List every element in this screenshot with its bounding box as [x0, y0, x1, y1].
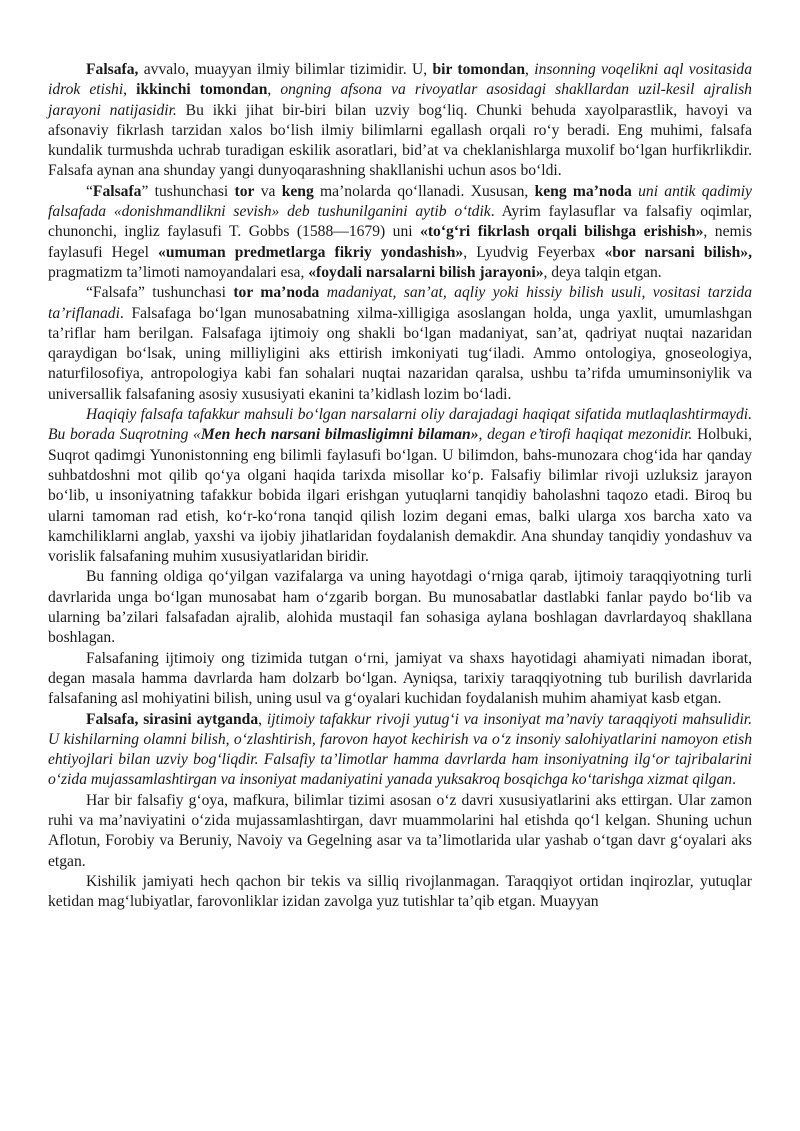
text-run: ,: [123, 81, 137, 99]
text-run: va: [254, 182, 282, 200]
emphasis-bold: Falsafa: [92, 182, 142, 200]
text-run: ,: [258, 710, 267, 728]
emphasis-bold: keng: [281, 182, 314, 200]
text-run: ,: [525, 61, 535, 78]
text-run: Bu ikki jihat bir-biri bilan uzviy bog‘liq. Chunki behuda xayolparastlik, havoyi va afsonaviy fikrlash tarzidan xalos bo‘lish ilmiy bilimlarni egallash orqali ro‘y beradi. Eng muhimi, falsafa kundalik turmushda uchrab turadigan eskilik asoratlari, bid’at va cheklanishlarga muxolif bo‘lgan hurfikrlikdir. Falsafa aynan ana shunday yangi dunyoqarashning shakllanishi uchun asos bo‘ldi.: [48, 101, 752, 180]
emphasis-bold: «to‘g‘ri fikrlash orqali bilishga erishish»: [420, 223, 704, 241]
emphasis-bold: Men hech narsani bilmasligimni bilaman»: [200, 426, 479, 444]
paragraph-6: [48, 649, 752, 710]
text-run: . Falsafaga bo‘lgan munosabatning xilma-xilligiga asoslangan holda, unga yaxlit, umumlashgan ta’riflar ham berilgan. Falsafaga ijtimoiy ong shakli bo‘lgan madaniyat, san’at, qadriyat nuqtai nazaridan qaraydigan bo‘lsak, uning milliyligini aks ettirish imkoniyati tug‘iladi. Ammo ontologiya, gnoseologiya, naturfilosofiya, antropologiya kabi fan sohalari nuqtai nazaridan qaralsa, ushbu ta’rifda umuminsoniylik va universallik falsafaning asosiy xususiyati ekanini ta’kidlash lozim bo‘ladi.: [48, 304, 752, 403]
emphasis-bold: Falsafa,: [86, 61, 139, 78]
emphasis-italic: uni antik qadimiy falsafada «donishmandlikni sevish» deb tushunilganini aytib o‘tdik: [48, 182, 752, 221]
paragraph-3: [48, 283, 752, 405]
paragraph-9: [48, 872, 752, 913]
text-run: Kishilik jamiyati hech qachon bir tekis va silliq rivojlanmagan. Taraqqiyot ortidan inqirozlar, yutuqlar ketidan mag‘lubiyatlar, farovonliklar izidan zavolga yuz tutishlar ta’qib etgan. Muayyan: [48, 872, 752, 911]
text-run: “: [86, 182, 93, 200]
text-run: Har bir falsafiy g‘oya, mafkura, bilimlar tizimi asosan o‘z davri xususiyatlarini aks ettirgan. Ular zamon ruhi va ma’naviyatini o‘zida mujassamlashtirgan, davr muammolarini hal etishda qo‘l kelgan. Shuning uchun Aflotun, Forobiy va Beruniy, Navoiy va Gegelning asar va ta’limotlarida ular yashab o‘tgan davr g‘oyalari aks etgan.: [48, 791, 752, 870]
paragraph-1: [48, 60, 752, 182]
emphasis-bold: tor ma’noda: [233, 284, 320, 302]
text-run: , deya talqin etgan.: [543, 263, 662, 281]
emphasis-bold: Falsafa, sirasini aytganda: [86, 710, 259, 728]
paragraph-2: [48, 182, 752, 283]
text-run: “Falsafa” tushunchasi: [86, 284, 234, 302]
emphasis-italic: ongning afsona va rivoyatlar asosidagi shakllardan uzil-kesil ajralish jarayoni natijasidir.: [48, 81, 752, 119]
text-run: Holbuki, Suqrot qadimgi Yunonistonning eng bilimli faylasufi bo‘lgan. U bilimdon, bahs-munozara chog‘ida har qanday suhbatdoshni mot qilib qo‘ya olgani haqida tarixda misollar ko‘p. Falsafiy bilimlar rivoji uzluksiz jarayon bo‘lib, u insoniyatning tafakkur bobida ilgari erishgan yutuqlarni tanqidiy baholashni taqozo etadi. Biroq bu ularni tamoman rad etish, ko‘r-ko‘rona tanqid qilish lozim degani emas, balki ularga xos barcha xato va kamchiliklarni anglab, yaxshi va ijobiy jihatlaridan foydalanish demakdir. Ana shunday tanqidiy yondashuv va vorislik falsafaning muhim xususiyatlaridan biridir.: [48, 426, 752, 566]
text-run: pragmatizm ta’limoti namoyandalari esa,: [48, 263, 309, 281]
paragraph-4: [48, 405, 752, 567]
text-run: ” tushunchasi: [141, 182, 235, 200]
emphasis-italic: insonning voqelikni aql vositasida idrok etishi: [48, 61, 753, 99]
emphasis-italic: madaniyat, san’at, aqliy yoki hissiy bilish usuli, vositasi tarzida ta’riflanadi: [48, 284, 753, 322]
paragraph-7: [48, 710, 752, 791]
text-run: , nemis faylasufi Hegel: [48, 223, 753, 261]
paragraph-5: [48, 567, 752, 648]
emphasis-bold: ikkinchi tomondan: [136, 81, 268, 99]
emphasis-bold: «bor narsani bilish»,: [604, 243, 752, 261]
emphasis-bold: tor: [234, 182, 255, 200]
text-run: .: [732, 771, 736, 789]
text-run: ,: [267, 81, 281, 99]
text-run: Falsafaning ijtimoiy ong tizimida tutgan o‘rni, jamiyat va shaxs hayotidagi ahamiyati nimadan iborat, degan masala hamma davrlarda ham dolzarb bo‘lgan. Ayniqsa, tarixiy taraqqiyotning tub burilish davrlarida falsafaning asl mohiyatini bilish, uning usul va g‘oyalari kuchidan foydalanish muhim ahamiyat kasb etgan.: [48, 649, 752, 708]
text-run: , Lyudvig Feyerbax: [463, 243, 605, 261]
paragraph-8: [48, 791, 752, 872]
emphasis-italic: Haqiqiy falsafa tafakkur mahsuli bo‘lgan narsalarni oliy darajadagi haqiqat sifatida mutlaqlashtirmaydi. Bu borada Suqrotning «: [48, 406, 752, 444]
emphasis-bold: keng ma’noda: [534, 182, 632, 200]
text-run: ma’nolarda qo‘llanadi. Xususan,: [313, 182, 535, 200]
text-run: avvalo, muayyan ilmiy bilimlar tizimidir. U,: [138, 61, 433, 78]
emphasis-italic: ijtimoiy tafakkur rivoji yutug‘i va insoniyat ma’naviy taraqqiyoti mahsulidir. U kishilarning olamni bilish, o‘zlashtirish, farovon hayot kechirish va o‘z insoniy salohiyatlarini namoyon etish ehtiyojlari bilan uzviy bog‘liqdir. Falsafiy ta’limotlar hamma davrlarda ham insoniyatning ilg‘or tajribalarini o‘zida mujassamlashtirgan va insoniyat madaniyatini yanada yuksakroq bosqichga ko‘tarishga xizmat qilgan: [48, 710, 753, 789]
text-run: Bu fanning oldiga qo‘yilgan vazifalarga va uning hayotdagi o‘rniga qarab, ijtimoiy taraqqiyotning turli davrlarida unga bo‘lgan munosabat ham o‘zgarib borgan. Bu munosabatlar dastlabki fanlar paydo bo‘lib va ularning ba’zilari falsafadan ajralib, alohida mustaqil fan sohasiga aylana boshlagan davrlardayoq shakllana boshlagan.: [48, 568, 752, 647]
emphasis-bold: «foydali narsalarni bilish jarayoni»: [308, 263, 544, 281]
emphasis-italic: , degan e’tirofi haqiqat mezonidir.: [478, 426, 693, 444]
text-run: [319, 284, 326, 301]
text-run: . Ayrim faylasuflar va falsafiy oqimlar, chunonchi, ingliz faylasufi T. Gobbs (1588—1679) uni: [48, 203, 752, 241]
emphasis-bold: «umuman predmetlarga fikriy yondashish»: [158, 243, 464, 261]
emphasis-bold: bir tomondan: [432, 61, 526, 78]
